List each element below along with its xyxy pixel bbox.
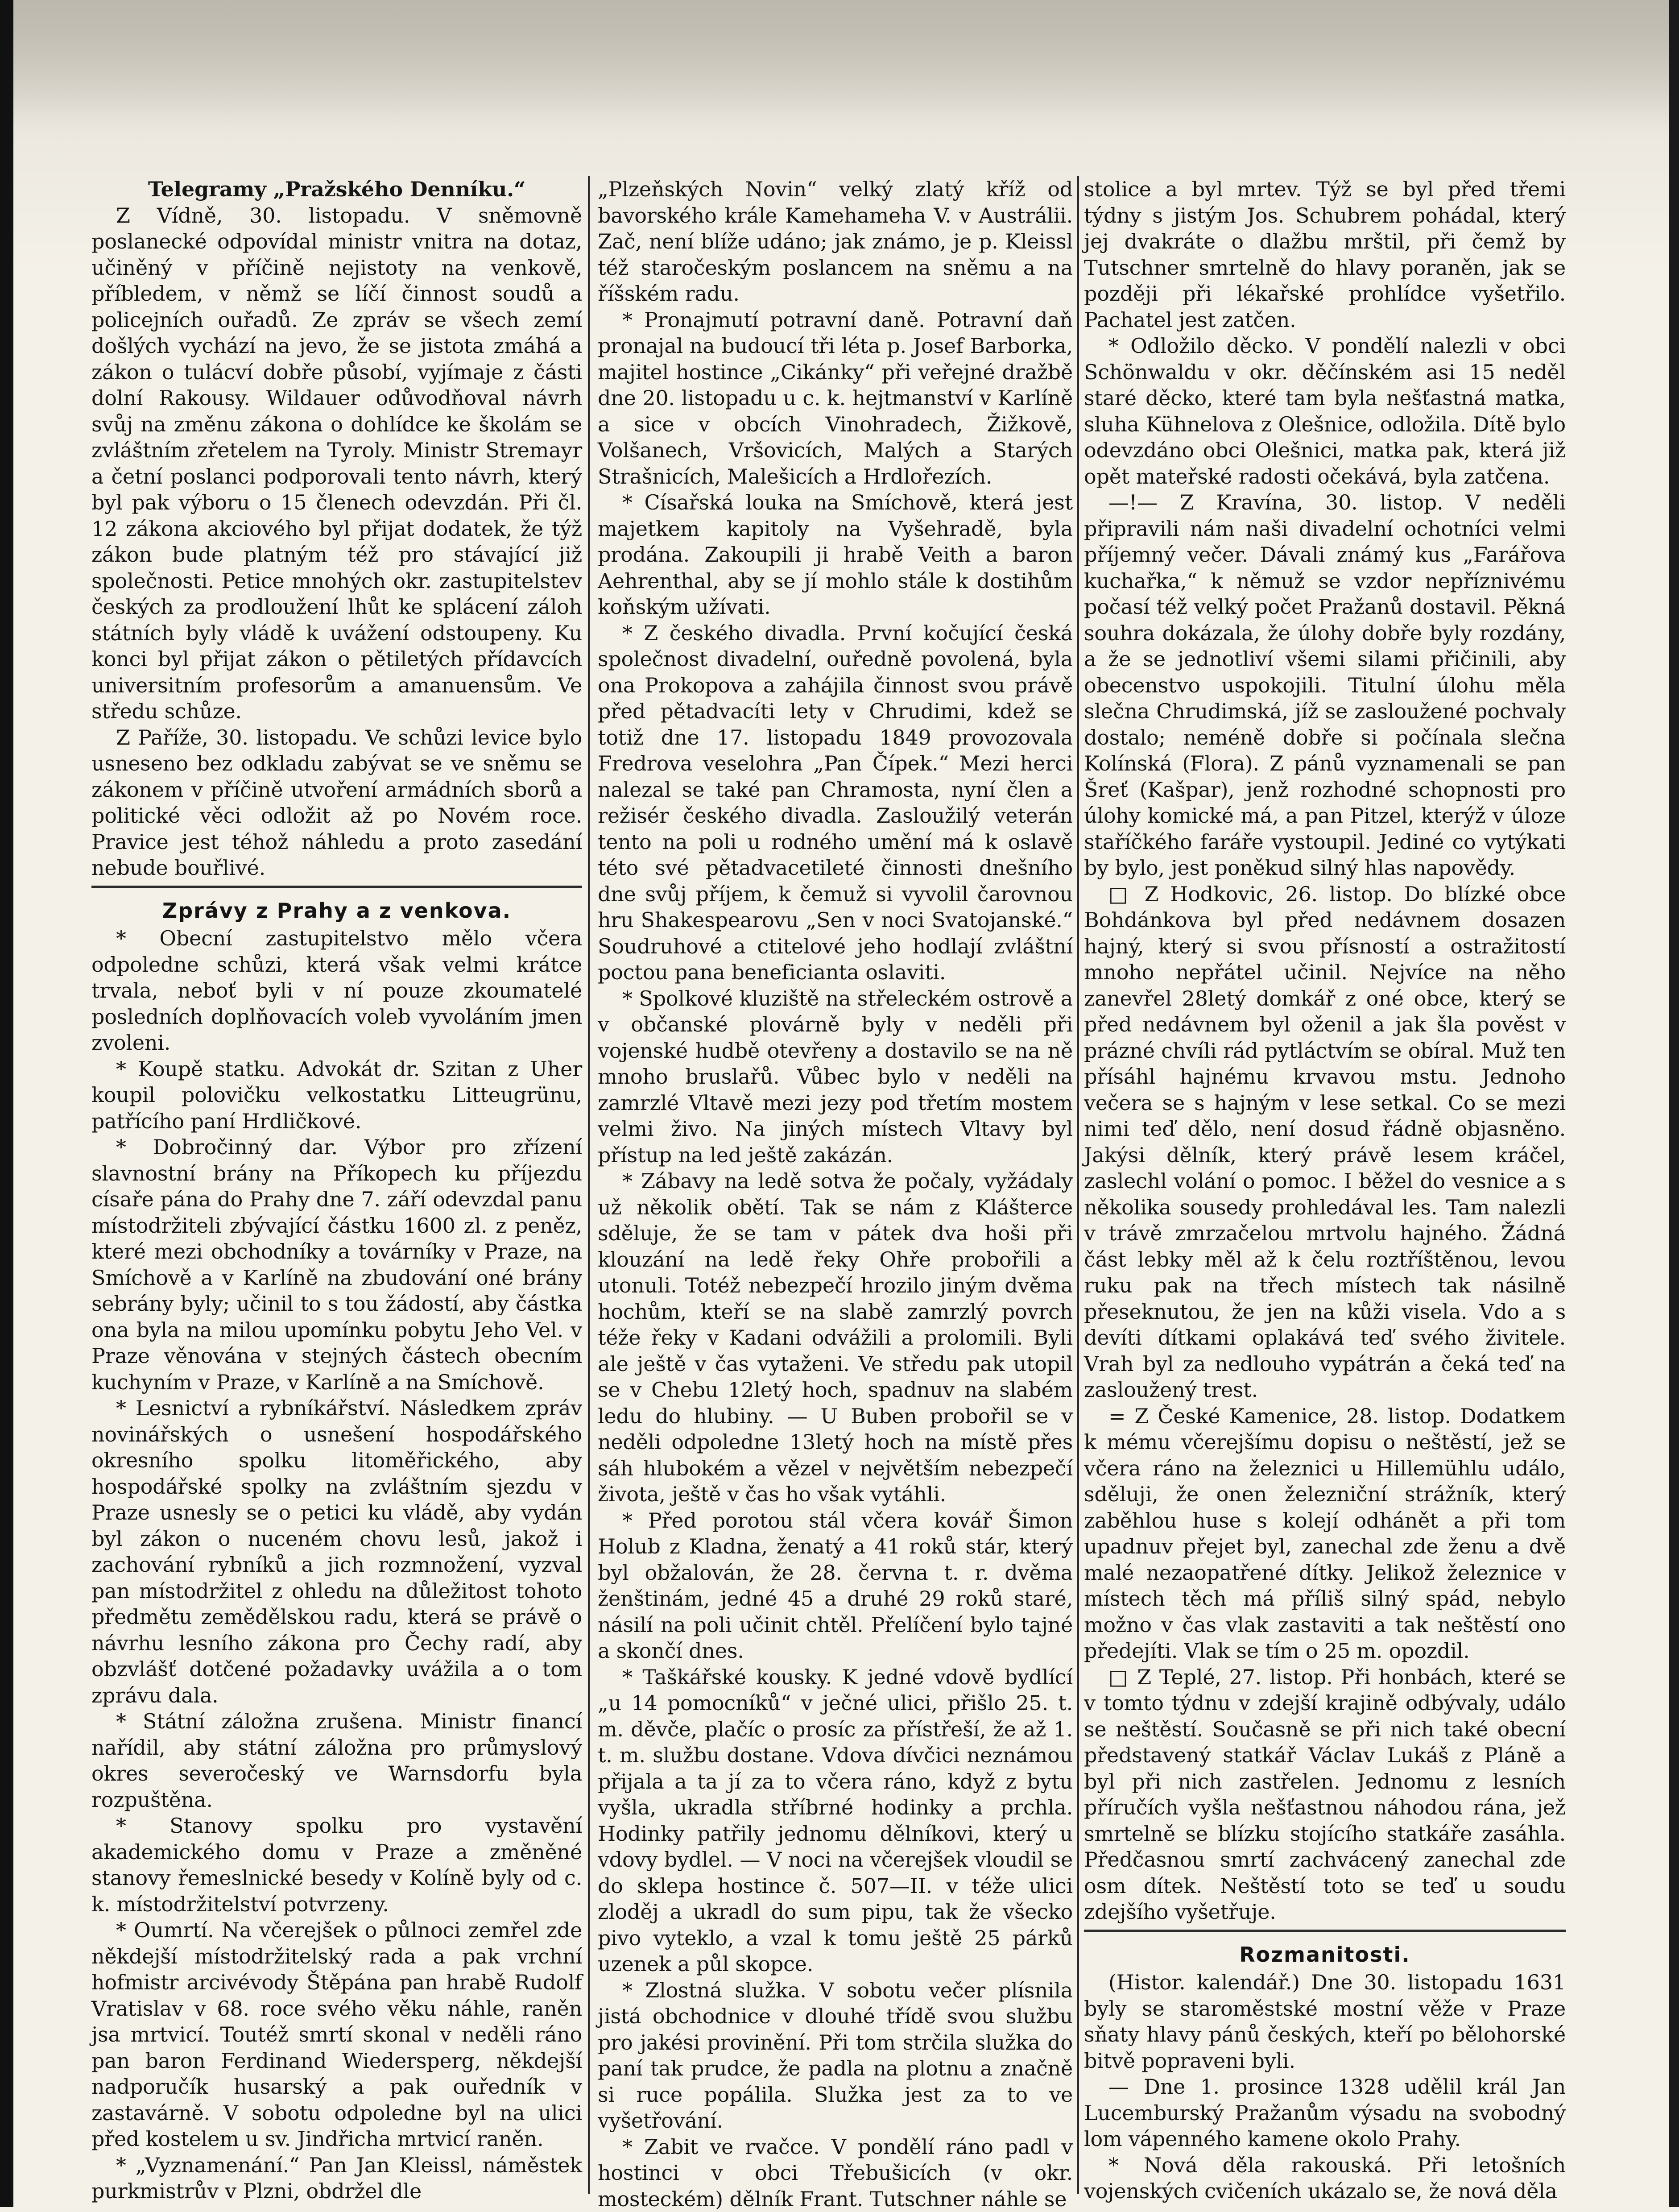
column-rule-1 bbox=[588, 176, 590, 2194]
section-heading-miscellany: Rozmanitosti. bbox=[1084, 1942, 1566, 1968]
article-ice-accidents: * Zábavy na ledě sotva že počaly, vyžádaly už několik obětí. Tak se nám z Klášterce sděluje, že se tam v pátek dva hoši při klouzání na ledě řeky Ohře probořili a utonuli. Totéž nebezpečí hrozilo jiným dvěma hochům, kteří se na slabě zamrzlý povrch téže řeky v Kadani odvážili a prolomili. Byli ale ještě v čas vytaženi. Ve středu pak utopil se v Chebu 12letý hoch, spadnuv na slabém ledu do hlubiny. — U Buben probořil se v neděli odpoledne 13letý hoch na místě přes sáh hlubokém a vězel v největším nebezpečí života, ještě v čas ho však vytáhli. bbox=[598, 1168, 1073, 1508]
scan-left-edge bbox=[0, 0, 13, 2207]
article-imperial-meadow: * Císařská louka na Smíchově, která jest majetkem kapitoly na Vyšehradě, byla prodána. Zakoupili ji hrabě Veith a baron Aehrenthal, aby se jí mohlo stále k dostihům koňským užívati. bbox=[598, 489, 1073, 620]
section-heading-local-news: Zprávy z Prahy a z venkova. bbox=[91, 898, 582, 924]
article-ceska-kamenice: = Z České Kamenice, 28. listop. Dodatkem k mému včerejšímu dopisu o neštěstí, jež se včera ráno na železnici u Hillemühlu událo, sděluji, že onen železniční strážník, který zaběhlou huse s kolejí odhánět a při tom upadnuv přejet byl, zanechal zde ženu a dvě malé nezaopatřené dítky. Jelikož železnice v místech těch má příliš silný spád, nebylo možno v čas vlak zastaviti a tak neštěstí ono předejíti. Vlak se tím o 25 m. opozdil. bbox=[1084, 1403, 1566, 1664]
article-angry-maid: * Zlostná služka. V sobotu večer plísnila jistá obchodnice v dlouhé třídě svou službu pro jakési provinění. Při tom strčila služka do paní tak prudce, že padla na plotnu a značně si ruce popálila. Služka jest za to ve vyšetřování. bbox=[598, 1977, 1073, 2134]
article-municipal-council: * Obecní zastupitelstvo mělo včera odpoledne schůzi, která však velmi krátce trvala, neboť byli v ní pouze zkoumatelé posledních doplňovacích voleb vyvoláním jmen zvoleni. bbox=[91, 925, 582, 1056]
article-state-savings: * Státní záložna zrušena. Ministr financí nařídil, aby státní záložna pro průmyslový okres severočeský ve Warnsdorfu byla rozpuštěna. bbox=[91, 1708, 582, 1813]
article-decoration: * „Vyznamenání.“ Pan Jan Kleissl, náměstek purkmistrův v Plzni, obdržel dle bbox=[91, 2152, 582, 2204]
article-tepla: □ Z Teplé, 27. listop. Při honbách, které se v tomto týdnu v zdejší krajině odbývaly, událo se neštěstí. Současně se při nich také obecní představený statkář Václav Lukáš z Pláně a byl při nich zastřelen. Jednomu z lesních příručích vyšla nešťastnou náhodou rána, jež smrtelně se blízku stojícího statkáře zasáhla. Předčasnou smrtí zachvácený zanechal zde osm dítek. Neštěstí toto se teď u soudu zdejšího vyšetřuje. bbox=[1084, 1664, 1566, 1925]
scan-shadow bbox=[0, 0, 1679, 134]
article-brawl-cont: stolice a byl mrtev. Týž se byl před třemi týdny s jistým Jos. Schubrem pohádal, který jej dvakráte o dlažbu mrštil, při čemž by Tutschner smrtelně do hlavy poraněn, jak se později při lékařské prohlídce vyšetřilo. Pachatel jest zatčen. bbox=[1084, 176, 1566, 333]
column-2 bbox=[598, 176, 1073, 2189]
article-skating-rink: * Spolkové kluziště na střeleckém ostrově a v občanské plovárně byly v neděli při vojenské hudbě otevřeny a dostavilo se na ně mnoho bruslařů. Vůbec bylo v neděli na zamrzlé Vltavě mezi jezy pod třetím mostem velmi živo. Na jiných místech Vltavy byl přístup na led ještě zakázán. bbox=[598, 986, 1073, 1168]
article-decoration-cont: „Plzeňských Novin“ velký zlatý kříž od bavorského krále Kamehameha V. v Austrálii. Zač, není blíže udáno; jak známo, je p. Kleissl též staročeským poslancem na sněmu a na říšském radu. bbox=[598, 176, 1073, 307]
article-vienna: Z Vídně, 30. listopadu. V sněmovně poslanecké odpovídal ministr vnitra na dotaz, učiněný v příčině nejistoty na venkově, příbledem, v němž se líčí činnost soudů a policejních ouřadů. Ze zpráv se všech zemí došlých vychází na jevo, že se jistota zmáhá a zákon o tulácví dobře působí, vyjímaje z části dolní Rakousy. Wildauer odůvodňoval návrh svůj na změnu zákona o dohlídce ke školám se zvláštním zřetelem na Tyroly. Ministr Stremayr a četní poslanci podporovali tento návrh, který byl pak výboru o 15 členech odevzdán. Při čl. 12 zákona akciového byl přijat dodatek, že týž zákon bude platným též pro stávající již společnosti. Petice mnohých okr. zastupitelstev českých za prodloužení lhůt ke splácení záloh státních byly vládě k uvážení odstoupeny. Ku konci byl přijat zákon o pětiletých přídavcích universitním profesorům a amanuensům. Ve středu schůze. bbox=[91, 203, 582, 725]
article-paris: Z Paříže, 30. listopadu. Ve schůzi levice bylo usneseno bez odkladu zabývat se ve sněmu se zákonem v příčině utvoření armádních sborů a politické věci odložit až po Novém roce. Pravice jest téhož náhledu a proto zasedání nebude bouřlivé. bbox=[91, 725, 582, 881]
article-kravin: —!— Z Kravína, 30. listop. V neděli připravili nám naši divadelní ochotníci velmi příjemný večer. Dávali známý kus „Farářova kuchařka,“ k němuž se vzdor nepříznivému počasí též velký počet Pražanů dostavil. Pěkná souhra dokázala, že úlohy dobře byly rozdány, a že se jednotliví všemi silami přičinili, aby obecenstvo uspokojili. Titulní úlohu měla slečna Chrudimská, jíž se zasloužené pochvaly dostalo; neméně dobře si počínala slečna Kolínská (Flora). Z pánů vyznamenali se pan Šreť (Kašpar), jenž rozhodné schopnosti pro úlohy komické má, a pan Pitzel, kterýž v úloze staříčkého faráře vystoupil. Jediné co vytýkati by bylo, jest poněkud silný hlas napovědy. bbox=[1084, 489, 1566, 881]
article-deaths: * Oumrtí. Na včerejšek o půlnoci zemřel zde někdejší místodržitelský rada a pak vrchní hofmistr arcivévody Štěpána pan hrabě Rudolf Vratislav v 68. roce svého věku náhle, raněn jsa mrtvicí. Toutéž smrtí skonal v neděli ráno pan baron Ferdinand Wiedersperg, někdejší nadporučík husarský a pak ouředník v zastavárně. V sobotu odpoledne byl na ulici před kostelem u sv. Jindřicha mrtvicí raněn. bbox=[91, 1917, 582, 2152]
scan-right-edge bbox=[1669, 0, 1679, 2207]
article-statutes: * Stanovy spolku pro vystavění akademického domu v Praze a změněné stanovy řemeslnické besedy v Kolíně byly od c. k. místodržitelství potvrzeny. bbox=[91, 1813, 582, 1917]
article-abandoned-child: * Odložilo děcko. V pondělí nalezli v obci Schönwaldu v okr. děčínském asi 15 neděl staré děcko, které tam byla nešťastná matka, sluha Kühnelova z Olešnice, odložila. Dítě bylo odevzdáno obci Olešnici, matka pak, která již opět mateřské radosti očekává, byla zatčena. bbox=[1084, 333, 1566, 489]
article-food-tax: * Pronajmutí potravní daně. Potravní daň pronajal na budoucí tři léta p. Josef Barborka, majitel hostince „Cikánky“ při veřejné dražbě dne 20. listopadu u c. k. hejtmanství v Karlíně a sice v obcích Vinohradech, Žižkově, Volšanech, Vršovicích, Malých a Starých Strašnicích, Malešicích a Hrdlořezích. bbox=[598, 307, 1073, 490]
article-killed-in-brawl: * Zabit ve rvačce. V pondělí ráno padl v hostinci v obci Třebušicích (v okr. mosteckém) dělník Frant. Tutschner náhle se bbox=[598, 2134, 1073, 2212]
article-czech-theatre: * Z českého divadla. První kočující česká společnost divadelní, ouředně povolená, byla ona Prokopova a zahájila činnost svou právě před pětadvacíti lety v Chrudimi, kdež se totiž dne 17. listopadu 1849 provozovala Fredrova veselohra „Pan Čípek.“ Mezi herci nalezal se také pan Chramosta, nyní člen a režisér českého divadla. Zasloužilý veterán tento na poli u rodného umění má k oslavě této své pětadvacetileté činnosti dnešního dne svůj příjem, k čemuž si vyvolil čarovnou hru Shakespearovu „Sen v noci Svatojanské.“ Soudruhové a ctitelové jeho hodlají zvláštní poctou pana beneficianta oslaviti. bbox=[598, 620, 1073, 986]
article-forestry: * Lesnictví a rybníkářství. Následkem zpráv novinářských o usnešení hospodářského okresního spolku litoměřického, aby hospodářské spolky na zvláštním sjezdu v Praze usnesly se o petici ku vládě, aby vydán byl zákon o nuceném chovu lesů, jakož i zachování rybníků a jich rozmnožení, vyzval pan místodržitel z ohledu na důležitost tohoto předmětu zemědělskou radu, která se právě o návrhu lesního zákona pro Čechy radí, aby obzvlášť dotčené požadavky uvážila a o tom zprávu dala. bbox=[91, 1395, 582, 1708]
article-king-john: — Dne 1. prosince 1328 udělil král Jan Lucemburský Pražanům výsadu na svobodný lom vápenného kamene okolo Prahy. bbox=[1084, 2074, 1566, 2152]
section-rule bbox=[91, 886, 582, 888]
article-thefts: * Taškářské kousky. K jedné vdově bydlící „u 14 pomocníků“ v ječné ulici, přišlo 25. t. m. děvče, plačíc o prosíc za přístřeší, že až 1. t. m. službu dostane. Vdova dívčici neznámou přijala a ta jí za to včera ráno, když z bytu vyšla, ukradla stříbrné hodinky a prchla. Hodinky patřily jednomu dělníkovi, který u vdovy bydlel. — V noci na včerejšek vloudil se do sklepa hostince č. 507—II. v téže ulici zloděj a ukradl do sum pipu, tak že všecko pivo vyteklo, a vzal k tomu ještě 25 párků uzenek a půl skopce. bbox=[598, 1664, 1073, 1977]
telegram-heading: Telegramy „Pražského Denníku.“ bbox=[91, 176, 582, 203]
column-1 bbox=[91, 176, 582, 2189]
article-hodkovice: □ Z Hodkovic, 26. listop. Do blízké obce Bohdánkova byl před nedávnem dosazen hajný, který si svou přísností a ostražitostí mnoho nepřátel učinil. Nejvíce na něho zanevřel 28letý domkář z oné obce, který se před nedávnem byl oženil a jak šla pověst v prázné chvíli rád pytláctvím se obíral. Muž ten přísáhl hajnému krvavou mstu. Jednoho večera se s hajným v lese setkal. Co se mezi nimi teď dělo, není dosud řádně objasněno. Jakýsi dělník, který právě lesem kráčel, zaslechl volání o pomoc. I běžel do vesnice a s několika sousedy prohledával les. Tam nalezli v trávě zmrzačelou mrtvolu hajného. Žádná část lebky měl až k čelu roztříštěnou, levou ruku pak na třech místech tak násilně přeseknutou, že jen na kůži visela. Vdo a s devíti dítkami oplakává teď svého živitele. Vrah byl za nedlouho vypátrán a čeká teď na zasloužený trest. bbox=[1084, 881, 1566, 1403]
miscellany-rule bbox=[1084, 1930, 1566, 1932]
column-rule-2 bbox=[1077, 176, 1079, 2194]
article-estate-purchase: * Koupě statku. Advokát dr. Szitan z Uher koupil polovičku velkostatku Litteugrünu, patřícího paní Hrdličkové. bbox=[91, 1056, 582, 1135]
article-new-cannons: * Nová děla rakouská. Při letošních vojenských cvičeních ukázalo se, že nová děla bbox=[1084, 2152, 1566, 2204]
article-historical-calendar: (Histor. kalendář.) Dne 30. listopadu 1631 byly se staroměstské mostní věže v Praze sňaty hlavy pánů českých, kteří po bělohorské bitvě popraveni byli. bbox=[1084, 1969, 1566, 2074]
article-jury-trial: * Před porotou stál včera kovář Šimon Holub z Kladna, ženatý a 41 roků stár, který byl obžalován, že 28. června t. r. dvěma ženštinám, jedné 45 a druhé 29 roků staré, násilí na poli učinit chtěl. Přelíčení bylo tajné a skončí dnes. bbox=[598, 1508, 1073, 1664]
article-charitable-gift: * Dobročinný dar. Výbor pro zřízení slavnostní brány na Příkopech ku příjezdu císaře pána do Prahy dne 7. září odevzdal panu místodržiteli zbývající částku 1600 zl. z peněz, které mezi obchodníky a továrníky v Praze, na Smíchově a v Karlíně na zbudování oné brány sebrány byly; učinil to s tou žádostí, aby částka ona byla na milou upomínku pobytu Jeho Vel. v Praze věnována v stejných částech obecním kuchyním v Praze, v Karlíně a na Smíchově. bbox=[91, 1134, 582, 1395]
column-3 bbox=[1084, 176, 1566, 2189]
